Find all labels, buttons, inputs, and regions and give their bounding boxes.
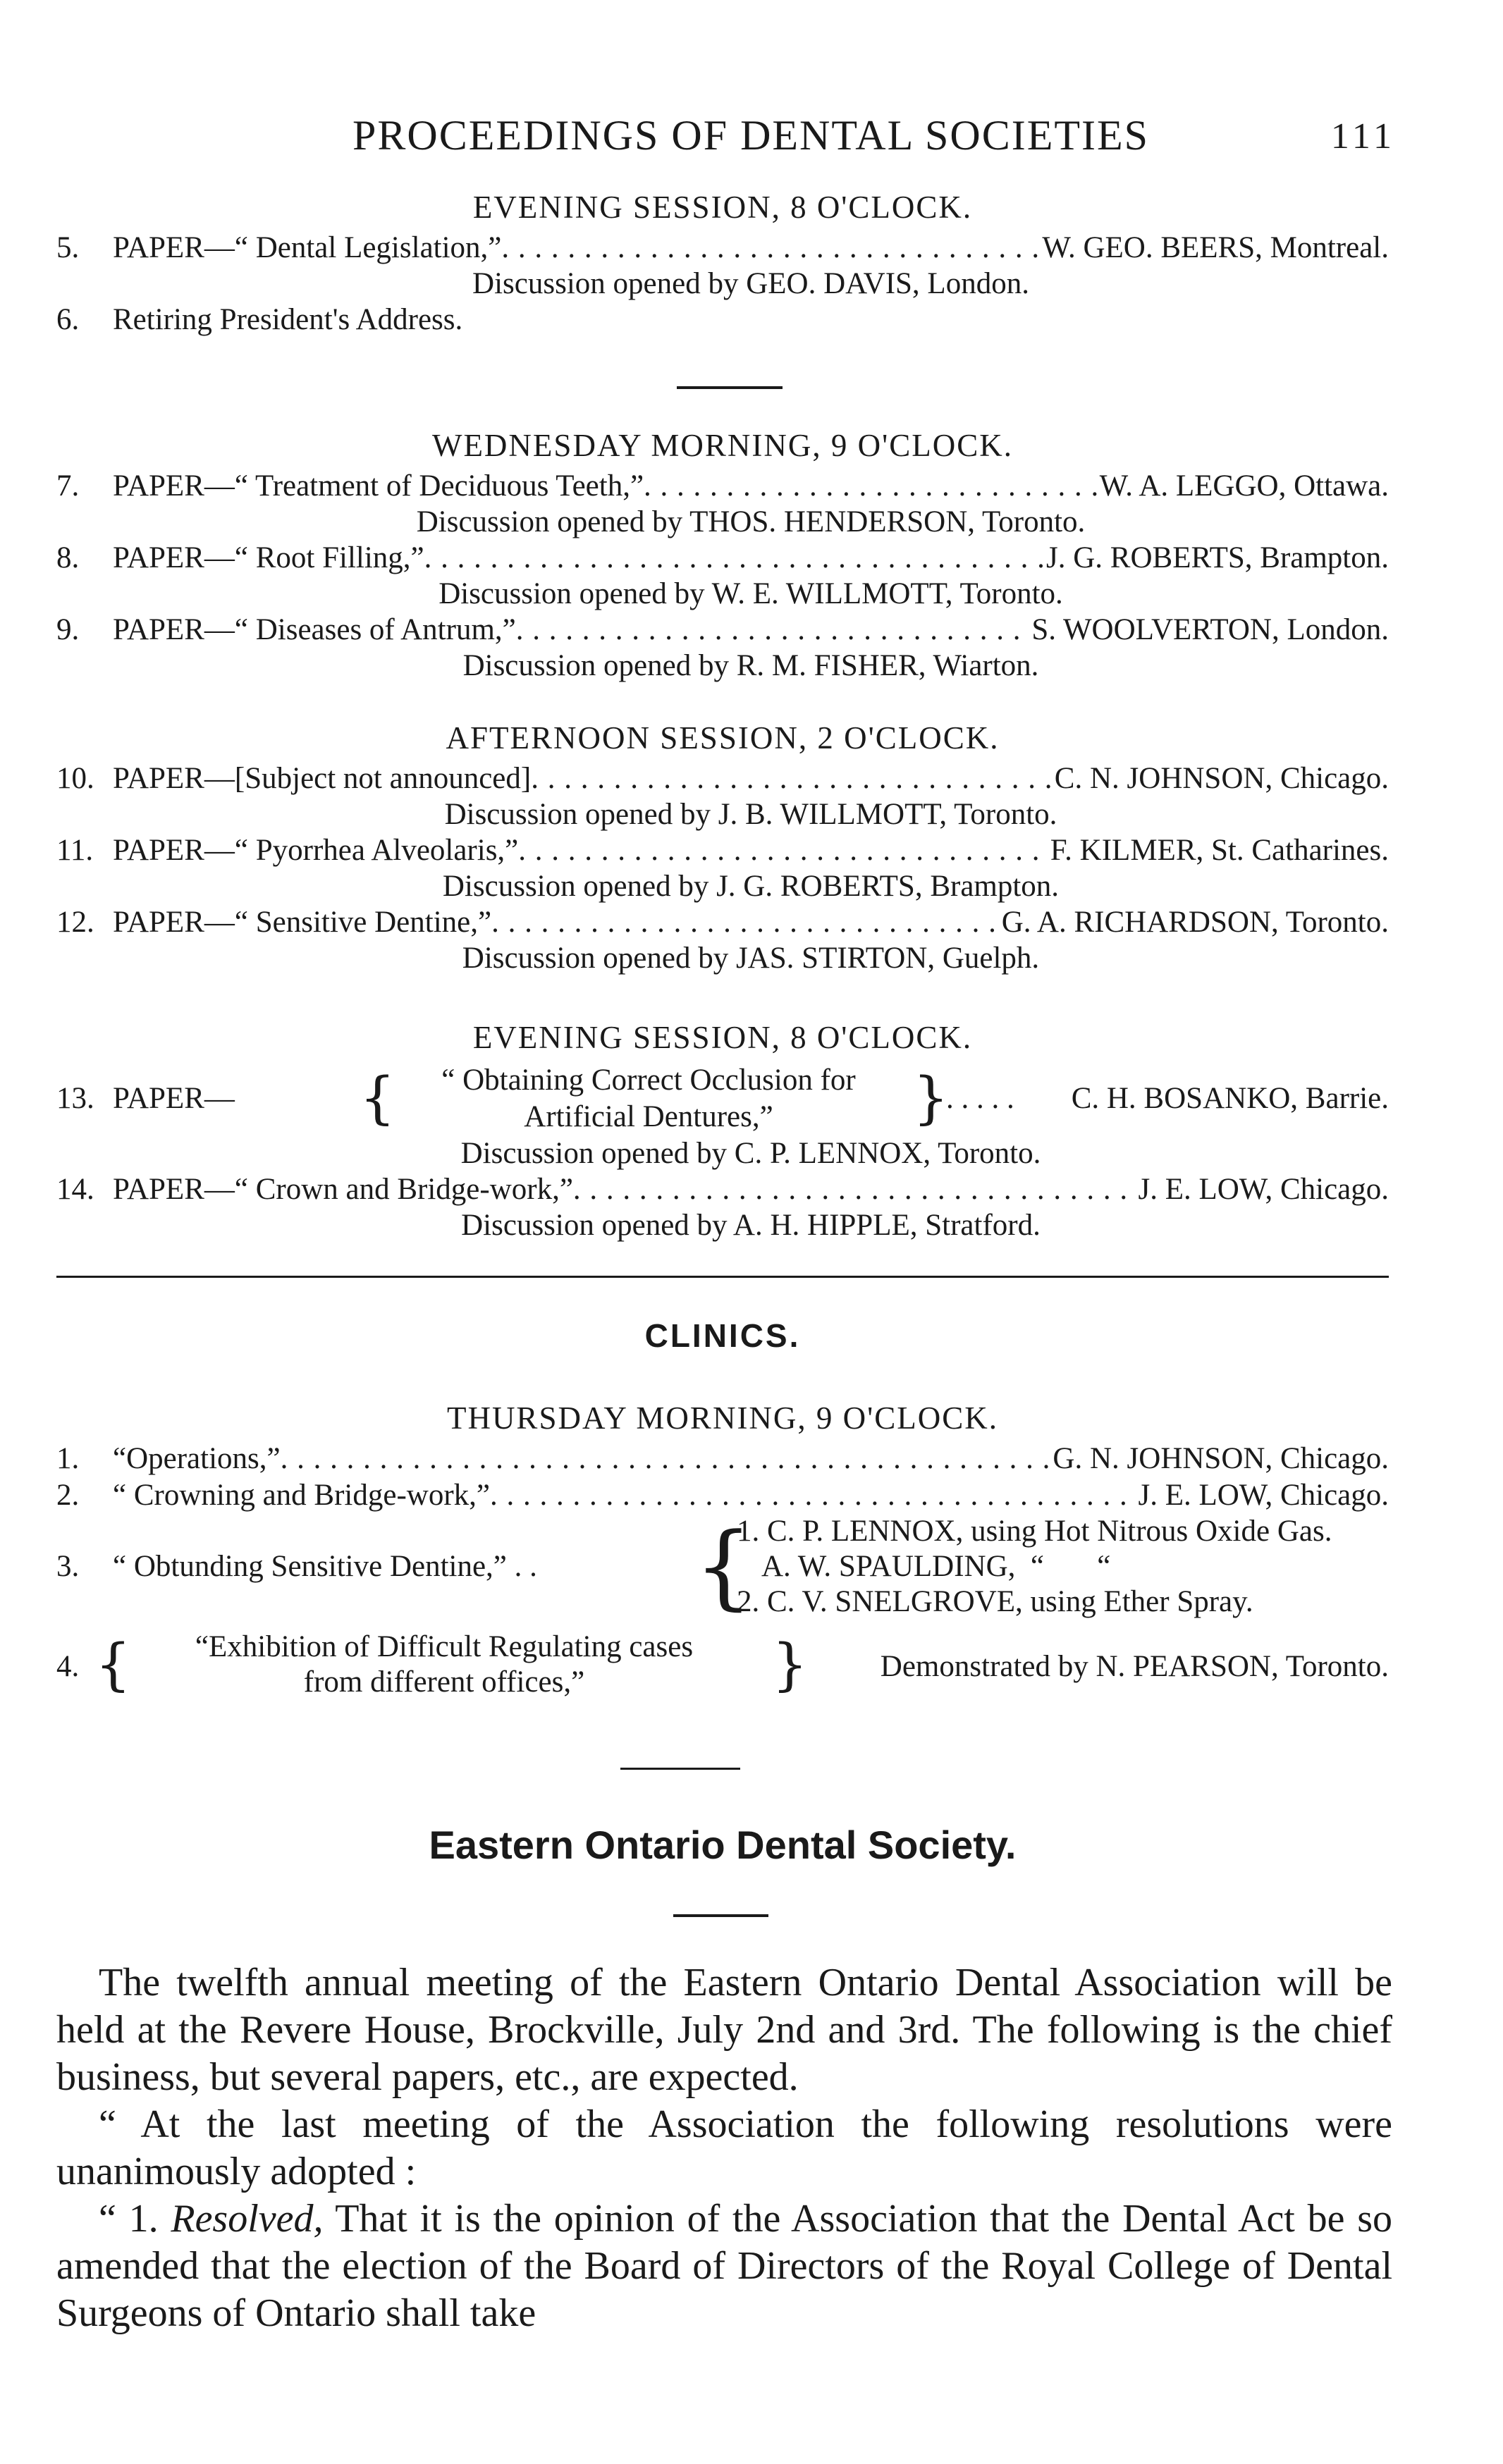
item-title: Retiring President's Address. [113, 303, 463, 336]
program-item [56, 760, 1389, 832]
item-title: PAPER—“ Root Filling,” [113, 541, 424, 574]
item-title: PAPER—“ Pyorrhea Alveolaris,” [113, 834, 519, 867]
item-presenter: C. N. JOHNSON, Chicago. [1054, 762, 1389, 795]
item-presenter: J. E. LOW, Chicago. [1138, 1173, 1389, 1206]
session-heading: EVENING SESSION, 8 O'CLOCK. [472, 1020, 973, 1055]
item-presenter: W. GEO. BEERS, Montreal. [1042, 231, 1389, 264]
short-divider [620, 1768, 740, 1770]
section-divider [677, 386, 783, 389]
item-discussion: Discussion opened by C. P. LENNOX, Toronto. [460, 1137, 1041, 1170]
clinics-title: CLINICS. [644, 1317, 801, 1354]
item-number: 6. [56, 303, 80, 336]
program-item [56, 832, 1389, 904]
paragraph-resolution: “ 1. Resolved, That it is the opinion of the Association that the Dental Act be so amended that the election of the Board of Directors of the Royal College of Dental Surgeons of Ontario shall take [56, 2197, 1392, 2335]
item-number: 9. [56, 613, 80, 646]
page-number: 111 [1330, 116, 1396, 156]
program-item-13 [56, 1063, 1389, 1136]
item-title: “Operations,” [113, 1442, 281, 1475]
item-number: 12. [56, 906, 94, 939]
item-title: PAPER—“ Dental Legislation,” [113, 231, 502, 264]
clinic-item [56, 1441, 1389, 1477]
item-presenter: G. A. RICHARDSON, Toronto. [1001, 906, 1389, 939]
item-number: 5. [56, 231, 80, 264]
program-item [56, 468, 1389, 540]
title-underline [673, 1914, 768, 1917]
item-number: 1. [56, 1442, 80, 1475]
item-discussion: Discussion opened by J. G. ROBERTS, Brampton. [442, 870, 1060, 903]
clinic-item-3 [56, 1514, 1389, 1620]
item-presenter: W. A. LEGGO, Ottawa. [1099, 469, 1389, 503]
item-title: PAPER—“ Diseases of Antrum,” [113, 613, 516, 646]
program-item [56, 540, 1389, 612]
item-title: PAPER—“ Sensitive Dentine,” [113, 906, 492, 939]
society-body [56, 1959, 1392, 2337]
brace-left: { [95, 1632, 131, 1697]
running-head [106, 106, 1396, 162]
item-discussion: Discussion opened by JAS. STIRTON, Guelph. [462, 942, 1040, 975]
item-presenter: F. KILMER, St. Catharines. [1050, 834, 1389, 867]
item-number: 8. [56, 541, 80, 574]
paragraph: The twelfth annual meeting of the Eastern Ontario Dental Association will be held at the Revere House, Brockville, July 2nd and 3rd. The following is the chief business, but several papers, etc., are expected. [56, 1961, 1392, 2099]
item-presenter: J. G. ROBERTS, Brampton. [1046, 541, 1389, 574]
program-item [56, 612, 1389, 684]
item-number: 10. [56, 762, 94, 795]
session-heading: WEDNESDAY MORNING, 9 O'CLOCK. [431, 428, 1014, 463]
item-presenter: J. E. LOW, Chicago. [1138, 1479, 1389, 1512]
item-title: “ Obtunding Sensitive Dentine,” . . [113, 1550, 537, 1583]
item-title-line2: from different offices,” [303, 1665, 585, 1699]
paragraph: “ At the last meeting of the Association the following resolutions were unanimously adopted : [56, 2102, 1392, 2193]
clinic-sub-line: 2. C. V. SNELGROVE, using Ether Spray. [737, 1585, 1253, 1618]
brace-left: { [694, 1513, 753, 1620]
clinic-item [56, 1477, 1389, 1514]
clinic-sub-line: 1. C. P. LENNOX, using Hot Nitrous Oxide Gas. [737, 1515, 1332, 1548]
item-number: 11. [56, 834, 94, 867]
item-title-line2: Artificial Dentures,” [524, 1100, 773, 1133]
item-title: PAPER—“ Crown and Bridge-work,” [113, 1173, 573, 1206]
brace-right: } [772, 1632, 808, 1697]
item-title: PAPER—“ Treatment of Deciduous Teeth,” [113, 469, 644, 503]
clinics-section [56, 1396, 1389, 1707]
item-title-line1: “ Obtaining Correct Occlusion for [441, 1064, 856, 1097]
evening-session-1 [56, 185, 1389, 338]
item-number: 4. [56, 1650, 80, 1683]
afternoon-session [56, 715, 1389, 976]
program-item [56, 1136, 1389, 1171]
leader-dots: . . . . . [946, 1082, 1014, 1115]
item-prefix: PAPER— [113, 1082, 235, 1115]
program-item [56, 302, 1389, 338]
item-presenter: G. N. JOHNSON, Chicago. [1053, 1442, 1389, 1475]
item-number: 7. [56, 469, 80, 503]
item-title-line1: “Exhibition of Difficult Regulating cases [195, 1630, 694, 1663]
item-discussion: Discussion opened by GEO. DAVIS, London. [472, 267, 1029, 300]
wednesday-morning-session [56, 423, 1389, 684]
brace-left: { [360, 1065, 395, 1131]
item-discussion: Discussion opened by W. E. WILLMOTT, Toronto. [438, 577, 1063, 610]
session-heading: AFTERNOON SESSION, 2 O'CLOCK. [446, 720, 1000, 756]
item-number: 3. [56, 1550, 80, 1583]
item-discussion: Discussion opened by A. H. HIPPLE, Stratford. [461, 1209, 1041, 1242]
item-title: “ Crowning and Bridge-work,” [113, 1479, 490, 1512]
clinic-item-4 [56, 1630, 1389, 1707]
item-presenter: Demonstrated by N. PEARSON, Toronto. [880, 1650, 1389, 1683]
clinic-sub-line: A. W. SPAULDING, “ “ [761, 1550, 1111, 1583]
session-heading: EVENING SESSION, 8 O'CLOCK. [472, 190, 973, 225]
evening-session-2 [56, 1015, 1389, 1243]
running-title: PROCEEDINGS OF DENTAL SOCIETIES [352, 112, 1149, 159]
item-discussion: Discussion opened by J. B. WILLMOTT, Toronto. [444, 798, 1057, 831]
resolved-emphasis: Resolved, [171, 2197, 324, 2241]
brace-right: } [913, 1065, 949, 1131]
item-number: 2. [56, 1479, 80, 1512]
item-discussion: Discussion opened by R. M. FISHER, Wiarton. [462, 649, 1039, 682]
item-number: 14. [56, 1173, 94, 1206]
program-item [56, 904, 1389, 976]
program-item-14 [56, 1171, 1389, 1243]
item-discussion: Discussion opened by THOS. HENDERSON, Toronto. [416, 505, 1086, 538]
session-heading: THURSDAY MORNING, 9 O'CLOCK. [446, 1400, 999, 1436]
item-presenter: S. WOOLVERTON, London. [1031, 613, 1389, 646]
full-rule [56, 1276, 1389, 1278]
society-title: Eastern Ontario Dental Society. [429, 1823, 1017, 1867]
item-number: 13. [56, 1082, 94, 1115]
item-title: PAPER—[Subject not announced] [113, 762, 532, 795]
program-item [56, 230, 1389, 302]
item-presenter: C. H. BOSANKO, Barrie. [1071, 1082, 1389, 1115]
